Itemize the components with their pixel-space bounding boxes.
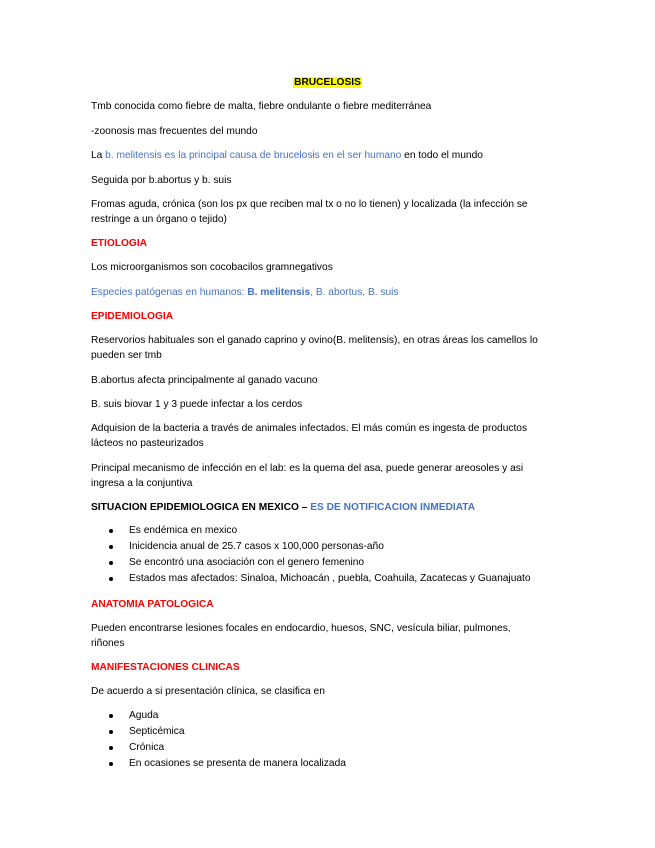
section-heading-manifestaciones: MANIFESTACIONES CLINICAS [91,662,240,673]
list-item [91,571,531,587]
text-run: Especies patógenas en humanos: [91,287,248,298]
section-heading-etiologia: ETIOLOGIA [91,238,148,249]
paragraph: B. suis biovar 1 y 3 puede infectar a los cerdos [91,399,303,410]
bullet-list-mexico [91,523,531,587]
bullet-icon [109,545,113,549]
paragraph-line: restringe a un órgano o tejido) [91,214,227,225]
list-item-text: Inicidencia anual de 25.7 casos x 100,000 personas-año [129,541,384,552]
bullet-icon [109,561,113,565]
text-run: , B. abortus, B. suis [310,287,399,298]
list-item-text: Estados mas afectados: Sinaloa, Michoacán , puebla, Coahuila, Zacatecas y Guanajuato [129,573,531,584]
paragraph-line: pueden ser tmb [91,350,162,361]
paragraph-line: lácteos no pasteurizados [91,438,204,449]
list-item [91,539,531,555]
list-item-text: Septicémica [129,726,185,737]
list-item [91,555,531,571]
section-heading-mexico [91,500,475,515]
bullet-icon [109,714,113,718]
list-item [91,724,346,740]
list-item-text: Es endémica en mexico [129,525,238,536]
notification-label: ES DE NOTIFICACION INMEDIATA [310,502,476,513]
text-run: en todo el mundo [401,150,483,161]
list-item-text: Se encontró una asociación con el genero femenino [129,557,365,568]
list-item-text: Crónica [129,742,165,753]
paragraph [91,285,399,300]
bullet-list-manifestaciones [91,708,346,772]
paragraph: -zoonosis mas frecuentes del mundo [91,126,258,137]
paragraph-line: Principal mecanismo de infección en el lab: es la quema del asa, puede generar areosoles y asi [91,463,524,474]
paragraph: Seguida por b.abortus y b. suis [91,175,232,186]
list-item-text: En ocasiones se presenta de manera localizada [129,758,346,769]
list-item [91,740,346,756]
paragraph: Tmb conocida como fiebre de malta, fiebre ondulante o fiebre mediterránea [91,101,432,112]
paragraph-line: Adquision de la bacteria a través de animales infectados. El más común es ingesta de productos [91,423,528,434]
paragraph: Los microorganismos son cocobacilos gramnegativos [91,262,333,273]
bullet-icon [109,730,113,734]
page-title [0,75,655,90]
list-item [91,523,531,539]
text-run: SITUACION EPIDEMIOLOGICA EN MEXICO – [91,502,311,513]
list-item [91,708,346,724]
paragraph-line: Fromas aguda, crónica (son los px que reciben mal tx o no lo tienen) y localizada (la infección se [91,199,528,210]
bullet-icon [109,529,113,533]
paragraph-line: ingresa a la conjuntiva [91,478,193,489]
list-item [91,756,346,772]
title-highlight: BRUCELOSIS [294,77,361,88]
paragraph: De acuerdo a si presentación clínica, se clasifica en [91,686,325,697]
section-heading-anatomia: ANATOMIA PATOLOGICA [91,599,214,610]
species-name: B. melitensis [247,287,311,298]
paragraph-line: Pueden encontrarse lesiones focales en endocardio, huesos, SNC, vesícula biliar, pulmones, [91,623,511,634]
paragraph [91,148,483,163]
paragraph: B.abortus afecta principalmente al ganado vacuno [91,375,318,386]
bullet-icon [109,762,113,766]
bullet-icon [109,746,113,750]
paragraph-line: Reservorios habituales son el ganado caprino y ovino(B. melitensis), en otras áreas los camellos lo [91,335,538,346]
bullet-icon [109,577,113,581]
section-heading-epidemiologia: EPIDEMIOLOGIA [91,311,174,322]
paragraph-line: riñones [91,638,125,649]
text-run: La [91,150,106,161]
list-item-text: Aguda [129,710,159,721]
highlighted-statement: b. melitensis es la principal causa de brucelosis en el ser humano [105,150,402,161]
